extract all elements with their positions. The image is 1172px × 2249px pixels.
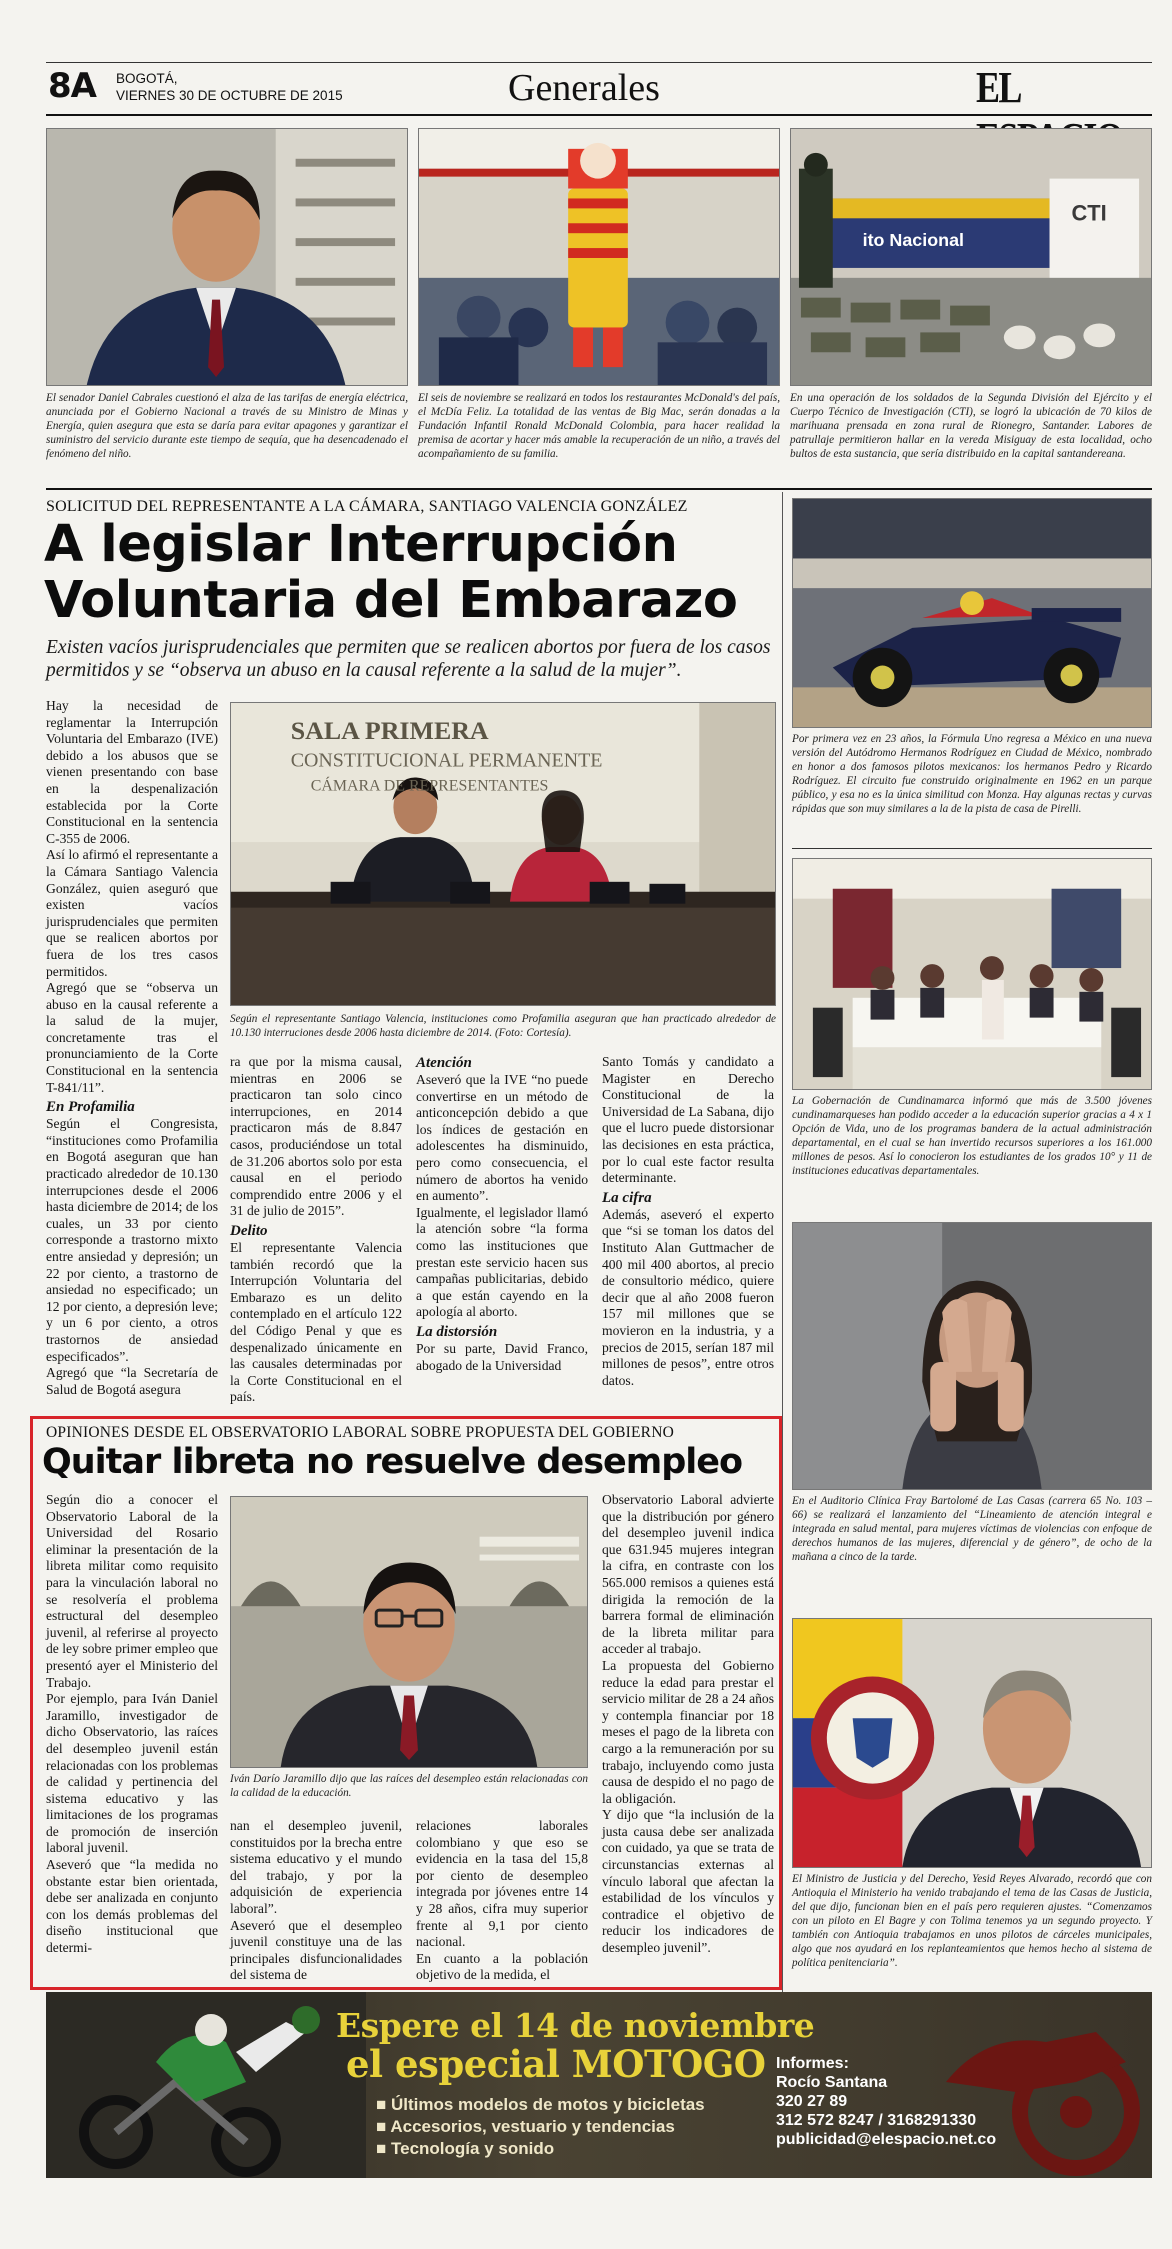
photo-justice-minister	[792, 1618, 1152, 1868]
caption-ivan-jaramillo: Iván Darío Jaramillo dijo que las raíces del desempleo están relacionadas con la calidad de la educación.	[230, 1773, 588, 1799]
paragraph: En cuanto a la población objetivo de la medida, el	[416, 1950, 588, 1983]
paragraph: ra que por la misma causal, mientras en 2006 se practicaron tan solo cinco interrupciones, en 2014 practicaron más de 8.847 casos, produciéndose un total de 31.206 abortos solo por esta causal en el periodo comprendido entre 2006 y el 31 de julio de 2015”.	[230, 1054, 402, 1219]
paragraph: nan el desempleo juvenil, constituidos por la brecha entre sistema educativo y el mundo del trabajo, y por la adquisición de experiencia laboral”.	[230, 1818, 402, 1916]
paragraph: Así lo afirmó el representante a la Cámara Santiago Valencia González, quien aseguró que existen vacíos jurisprudenciales que permiten que se realicen abortos por fuera de los tres casos permitidos.	[46, 847, 218, 979]
paragraph: Aseveró que la IVE “no puede convertirse en un método de anticoncepción debido a que los índices de gestación en adolescentes ha disminuido, pero como consecuencia, el número de abortos ha venido en aumento”.	[416, 1072, 588, 1204]
paragraph: Aseveró que “la medida no obstante estar bien orientada, debe ser analizada en conjunto con los demás problemas del diseño institucional que determi-	[46, 1857, 218, 1956]
sidebar-divider	[782, 492, 783, 1992]
photo-sign-line1: SALA PRIMERA	[290, 715, 489, 745]
subheading: Delito	[230, 1222, 268, 1239]
paragraph: Santo Tomás y candidato a Magister en Derecho Constitucional de la Universidad de La Sabana, dijo que el lucro puede distorsionar las decisiones en esta práctica, por lo cual este factor resulta determinante.	[602, 1054, 774, 1186]
ad-bullets	[376, 2094, 705, 2160]
top-row-rule	[46, 488, 1152, 490]
article-deck: Existen vacíos jurisprudenciales que permiten que se realicen abortos por fuera de los casos permitidos y se “observa un abuso en la causal referente a la salud de la mujer”.	[46, 637, 771, 681]
second-column-1	[46, 1492, 218, 1957]
paragraph: Según el Congresista, “instituciones como Profamilia en Bogotá aseguran que han practicado alrededor de 10.130 interrupciones desde el 2006 hasta diciembre de 2014; de los cuales, un 33 por ciento corresponde a trastorno mixto entre ansiedad y depresión; un 22 por ciento, a trastorno de ansiedad no especificado; un 12 por ciento, a depresión leve; y un 6 por ciento, a otros trastornos de ansiedad especificados”.	[46, 1116, 218, 1364]
motogo-ad[interactable]	[46, 1992, 1152, 2178]
photo-formula-one	[792, 498, 1152, 728]
paragraph: La propuesta del Gobierno reduce la edad para prestar el servicio militar de 28 a 24 años y contempla financiar por 18 meses el pago de la libreta con cargo a la remuneración por su trabajo, incluyendo como justa causa de despido el no pago de la obligación.	[602, 1657, 774, 1806]
caption-congress: Según el representante Santiago Valencia, instituciones como Profamilia aseguran que han practicado alrededor de 10.130 interruciones desde 2006 hasta diciembre de 2014. (Foto: Cortesía).	[230, 1013, 776, 1039]
ad-bullet: ■ Tecnología y sonido	[376, 2139, 555, 2158]
photo-cundinamarca-event	[792, 858, 1152, 1090]
article-column-2	[230, 1054, 402, 1406]
photo-congress-session	[230, 702, 776, 1006]
paragraph: Igualmente, el legislador llamó la atención sobre “la forma como las instituciones que prestan este servicio hacen sus campañas publicitarias, debido a que están cayendo en la apología al aborto.	[416, 1204, 588, 1320]
subheading: La cifra	[602, 1189, 652, 1206]
caption-formula-one: Por primera vez en 23 años, la Fórmula Uno regresa a México en una nueva versión del Autódromo Hermanos Rodríguez en Ciudad de México, nombrado en honor a dos famosos pilotos mexicanos: los hermanos Pedro y Ricardo Rodríguez. El circuito fue construido originalmente en 1962 en un parque público, y esa no es la única similitud con Monza. Hay algunas rectas y curvas rápidas que son muy similares a la de la pista de casa de Pirelli.	[792, 733, 1152, 815]
ad-headline-line1: Espere el 14 de noviembre	[336, 2006, 815, 2045]
ad-contact-name: Rocío Santana	[776, 2074, 888, 2091]
page-number: 8A	[48, 66, 96, 106]
motocross-rider-illustration	[46, 1992, 366, 2178]
caption-justice-minister: El Ministro de Justicia y del Derecho, Yesid Reyes Alvarado, recordó que con Antioquia el Ministerio ha venido trabajando el tema de las Casas de Justicia, del que dijo, funcionan bien en el país pero requieren ajustes. “Comenzamos con un piloto en El Bagre y con Tolima tenemos ya un segundo proyecto. Y también con Antioquia trabajamos en unos pilotos de cárceles municipales, algo que nos ayudará en los replanteamientos que hemos hecho al sistema de política penitenciaria”.	[792, 1873, 1152, 1969]
second-article-headline: Quitar libreta no resuelve desempleo	[42, 1442, 743, 1482]
ad-bullet: ■ Últimos modelos de motos y bicicletas	[376, 2095, 705, 2114]
photo-banner-text: ito Nacional	[862, 230, 965, 251]
ad-contact	[776, 2054, 996, 2149]
article-headline-line2: Voluntaria del Embarazo	[44, 571, 738, 630]
article-kicker: SOLICITUD DEL REPRESENTANTE A LA CÁMARA, SANTIAGO VALENCIA GONZÁLEZ	[46, 498, 688, 515]
subheading: Atención	[416, 1055, 472, 1071]
ad-email-link[interactable]: publicidad@elespacio.net.co	[776, 2131, 997, 2148]
photo-senator	[46, 128, 408, 386]
article-column-1	[46, 698, 218, 1398]
photo-sign-line2: CONSTITUCIONAL PERMANENTE	[290, 749, 603, 772]
ad-bullet: ■ Accesorios, vestuario y tendencias	[376, 2117, 675, 2136]
photo-mcdonalds	[418, 128, 780, 386]
masthead-date: VIERNES 30 DE OCTUBRE DE 2015	[116, 88, 343, 103]
subheading: La distorsión	[416, 1323, 498, 1340]
caption-cti: En una operación de los soldados de la Segunda División del Ejército y el Cuerpo Técnico de Investigación (CTI), se logró la ubicación de 70 kilos de marihuana prensada en zona rural de Rionegro, Santander. Labores de patrullaje permitieron hallar en la vereda Misiguay de esta localidad, ocho bultos de esta sustancia, que sería distribuido en la capital santandereana.	[790, 392, 1152, 460]
paragraph: Hay la necesidad de reglamentar la Interrupción Voluntaria del Embarazo (IVE) debido a los abusos que se vienen presentando con base en la despenalización establecida por la Corte Constitucional en la sentencia C-355 de 2006.	[46, 698, 218, 846]
photo-ivan-jaramillo	[230, 1496, 588, 1768]
masthead-top-rule	[46, 62, 1152, 63]
ad-phone-mobile[interactable]: 312 572 8247 / 3168291330	[776, 2112, 977, 2129]
photo-cti-operation	[790, 128, 1152, 386]
paragraph: Aseveró que el desempleo juvenil constituye una de las principales disfuncionalidades del sistema de	[230, 1917, 402, 1983]
caption-senator: El senador Daniel Cabrales cuestionó el alza de las tarifas de energía eléctrica, anunciada por el Gobierno Nacional a través de su Ministro de Minas y Energía, quien asegura que esta se daría para evitar apagones y garantizar el suministro del servicio durante este tiempo de sequía, que ha desencadenado el fenómeno del niño.	[46, 392, 408, 460]
paragraph: Y dijo que “la inclusión de la justa causa debe ser analizada con cuidado, ya que se trata de circunstancias externas al vínculo laboral que afectan la estabilidad de los vínculos y contradice el objetivo de reducir los indicadores de desempleo juvenil”.	[602, 1807, 774, 1956]
second-article-kicker: OPINIONES DESDE EL OBSERVATORIO LABORAL SOBRE PROPUESTA DEL GOBIERNO	[46, 1424, 675, 1441]
ad-phone[interactable]: 320 27 89	[776, 2093, 848, 2110]
sidebar-rule	[792, 848, 1152, 849]
paragraph: Por ejemplo, para Iván Daniel Jaramillo, investigador de dicho Observatorio, las raíces del desempleo juvenil están relacionadas con los problemas de calidad y pertinencia del sistema educativo y las limitaciones de los programas de promoción de inserción laboral juvenil.	[46, 1691, 218, 1856]
masthead-rule	[46, 114, 1152, 116]
paragraph: Agregó que “la Secretaría de Salud de Bogotá asegura	[46, 1365, 218, 1397]
caption-mcdonalds: El seis de noviembre se realizará en todos los restaurantes McDonald's del país, el McDía Feliz. La totalidad de las ventas de Big Mac, serán donadas a la Fundación Infantil Ronald McDonald Colombia, para hacer realidad la premisa de acortar y hacer más amable la recuperación de un niño, a través del acompañamiento de su familia.	[418, 392, 780, 460]
second-column-4	[602, 1492, 774, 1957]
brand-logo: EL	[976, 63, 1019, 112]
caption-mental-health: En el Auditorio Clínica Fray Bartolomé de Las Casas (carrera 65 No. 103 – 66) se realizará el lanzamiento del “Lineamiento de atención integral e integrada en salud mental, para mujeres víctimas de violencias con enfoque de derechos humanos de las mujeres, diferencial y de género”, de ocho de la mañana a cinco de la tarde.	[792, 1495, 1152, 1563]
photo-woman-covering-face	[792, 1222, 1152, 1490]
photo-cti-sign: CTI	[1071, 200, 1107, 226]
article-column-4	[602, 1054, 774, 1389]
ad-headline-line2: el especial MOTOGO	[346, 2042, 766, 2086]
section-title: Generales	[508, 67, 660, 109]
paragraph: Según dio a conocer el Observatorio Laboral de la Universidad del Rosario eliminar la presentación de la libreta militar como requisito para la vinculación laboral no se resolvería el problema estructural del desempleo juvenil, al referirse al proyecto de ley sobre primer empleo que presentó ayer el Ministerio del Trabajo.	[46, 1492, 218, 1690]
paragraph: Por su parte, David Franco, abogado de la Universidad	[416, 1340, 588, 1373]
paragraph: Además, aseveró el experto que “si se toman los datos del Instituto Alan Guttmacher de 400 mil 400 abortos, al precio de consultorio médico, quiere decir que al año 2008 fueron 157 mil millones que se movieron en la industria, y a precios de 2015, serían 187 mil millones de pesos”, entre otros datos.	[602, 1206, 774, 1388]
caption-cundinamarca: La Gobernación de Cundinamarca informó que más de 3.500 jóvenes cundinamarqueses han podido acceder a la educación superior gracias a 4 x 1 Opción de Vida, uno de los programas bandera de la actual administración departamental, en el cual se han invertido recursos superiores a los 161.000 millones de pesos. Así lo conocieron los estudiantes de los grados 10° y 11 de instituciones educativas departamentales.	[792, 1095, 1152, 1177]
second-column-3	[416, 1818, 588, 1984]
masthead-city: BOGOTÁ,	[116, 71, 178, 86]
subheading: En Profamilia	[46, 1099, 135, 1116]
paragraph: Observatorio Laboral advierte que la distribución por género del desempleo juvenil indica que 631.945 mujeres integran la cifra, en contraste con los 565.000 remisos a quienes está dirigida la remoción de la barrera formal de eliminación de la libreta militar para acceder al trabajo.	[602, 1492, 774, 1657]
paragraph: El representante Valencia también recordó que la Interrupción Voluntaria del Embarazo es un delito contemplado en el artículo 122 del Código Penal y que es despenalizado únicamente en las causales determinadas por la Corte Constitucional en el país.	[230, 1239, 402, 1405]
paragraph: relaciones laborales colombiano y que eso se evidencia en la tasa del 15,8 por ciento de desempleo integrada por jóvenes entre 14 y 28 años, cifra muy superior frente al 9,1 por ciento nacional.	[416, 1818, 588, 1950]
article-headline-line1: A legislar Interrupción	[44, 515, 678, 574]
second-column-2	[230, 1818, 402, 1984]
photo-sign-line3: CÁMARA DE REPRESENTANTES	[310, 777, 549, 795]
ad-contact-title: Informes:	[776, 2055, 849, 2072]
paragraph: Agregó que se “observa un abuso en la causal referente a la salud de la mujer, concretamente tras el pronunciamiento de la Corte Constitucional en la sentencia T-841/11”.	[46, 980, 218, 1095]
article-column-3	[416, 1054, 588, 1374]
